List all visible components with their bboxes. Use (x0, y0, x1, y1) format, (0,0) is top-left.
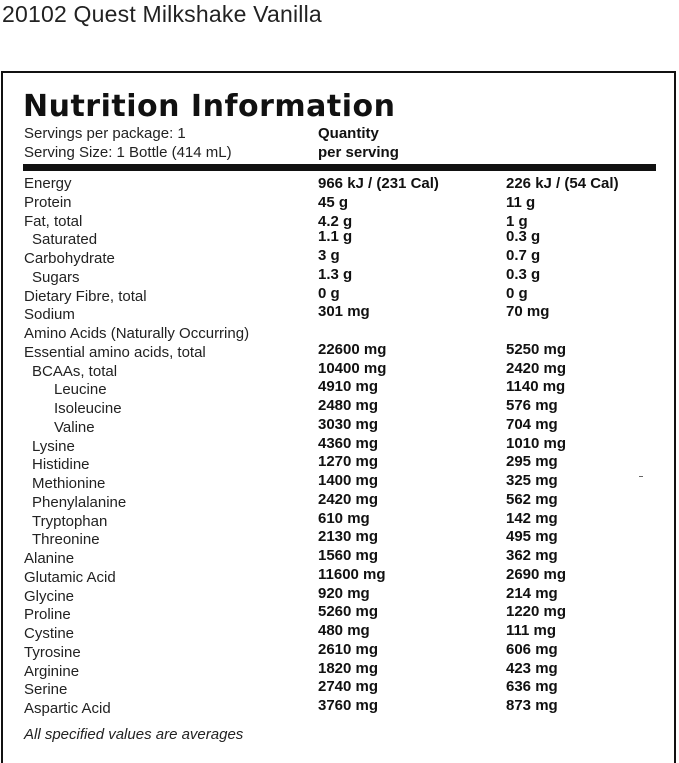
per-100ml-value: 70 mg (506, 303, 550, 321)
serving-size: Serving Size: 1 Bottle (414 mL) (24, 143, 232, 161)
serving-value: 4910 mg (318, 378, 379, 396)
per-100ml-value: 636 mg (506, 678, 558, 696)
nutrient-name: Dietary Fibre, total (24, 287, 147, 305)
serving-value: 10400 mg (318, 359, 387, 377)
nutrient-name: Carbohydrate (24, 250, 115, 267)
serving-value: 301 mg (318, 303, 370, 321)
quantity-heading (318, 125, 399, 162)
per-100ml-value: 704 mg (506, 415, 558, 433)
quantity-heading-line1: Quantity (318, 125, 379, 142)
per-100ml-value: 606 mg (506, 640, 558, 658)
nutrient-name: Glutamic Acid (24, 568, 116, 586)
serving-value: 2610 mg (318, 640, 379, 658)
nutrient-name: Valine (54, 418, 95, 436)
table-row (3, 175, 674, 194)
nutrient-name: Lysine (32, 437, 75, 455)
per-100ml-value: 214 mg (506, 584, 558, 602)
serving-value: 3760 mg (318, 697, 379, 714)
quantity-heading-line2: per serving (318, 143, 399, 161)
serving-value: 5260 mg (318, 603, 379, 621)
nutrient-name: Serine (24, 681, 68, 699)
serving-value: 1270 mg (318, 453, 379, 471)
per-100ml-value: 0.3 g (506, 228, 541, 246)
nutrient-name: Leucine (54, 381, 107, 399)
nutrient-name: BCAAs, total (32, 362, 118, 380)
nutrient-name: Saturated (32, 231, 98, 249)
per-100ml-value: 1010 mg (506, 434, 567, 452)
nutrient-name: Tryptophan (32, 512, 108, 530)
serving-value: 2420 mg (318, 490, 379, 508)
per-100ml-value: 325 mg (506, 472, 558, 489)
panel-title: Nutrition Information (23, 89, 396, 124)
serving-value: 480 mg (318, 622, 370, 639)
serving-value: 3030 mg (318, 415, 379, 433)
serving-value: 1560 mg (318, 547, 379, 564)
nutrient-name: Sugars (32, 268, 80, 286)
per-100ml-value: 2420 mg (506, 359, 567, 377)
nutrient-name: Phenylalanine (32, 493, 127, 511)
footnote: All specified values are averages (24, 726, 244, 743)
nutrient-name: Tyrosine (24, 643, 81, 661)
serving-value: 11600 mg (318, 565, 386, 583)
nutrition-panel (1, 71, 676, 763)
nutrient-name: Glycine (24, 587, 75, 605)
serving-value: 0 g (318, 284, 340, 302)
nutrient-name: Threonine (32, 531, 100, 549)
serving-value: 4360 mg (318, 434, 379, 452)
nutrient-name: Methionine (32, 475, 106, 492)
serving-value: 22600 mg (318, 340, 387, 358)
serving-value: 2480 mg (318, 397, 379, 414)
per-100ml-value: 0 g (506, 284, 528, 302)
nutrient-name: Alanine (24, 550, 75, 567)
nutrient-name: Sodium (24, 306, 75, 324)
nutrient-name: Arginine (24, 662, 80, 680)
per-100ml-value: 2690 mg (506, 565, 567, 583)
per-100ml-value: 5250 mg (506, 340, 567, 358)
serving-value: 1820 mg (318, 659, 379, 677)
nutrient-name: Essential amino acids, total (24, 343, 206, 361)
per-100ml-value: 1140 mg (506, 378, 566, 396)
servings-per-package: Servings per package: 1 (24, 125, 186, 142)
per-100ml-value: 562 mg (506, 490, 558, 508)
serving-value: 966 kJ / (231 Cal) (318, 175, 439, 192)
nutrient-name: Proline (24, 606, 71, 624)
table-row (3, 194, 674, 213)
per-100ml-value: 873 mg (506, 697, 558, 714)
per-100ml-value: 226 kJ / (54 Cal) (506, 175, 619, 192)
nutrient-name: Aspartic Acid (24, 700, 111, 717)
serving-value: 1.1 g (318, 228, 353, 246)
table-row (3, 697, 674, 719)
divider-rule (23, 164, 656, 171)
serving-value: 4.2 g (318, 212, 353, 230)
nutrient-name: Isoleucine (54, 400, 122, 417)
per-100ml-value: 576 mg (506, 397, 558, 414)
per-100ml-value: 111 mg (506, 622, 557, 639)
nutrient-name: Amino Acids (Naturally Occurring) (24, 325, 250, 342)
per-100ml-value: 11 g (506, 193, 536, 211)
per-100ml-value: 1220 mg (506, 603, 567, 621)
per-100ml-value: 0.7 g (506, 247, 541, 264)
per-100ml-value: 0.3 g (506, 265, 541, 283)
nutrient-name: Cystine (24, 625, 75, 642)
product-title: 20102 Quest Milkshake Vanilla (2, 1, 322, 27)
stray-mark (639, 476, 643, 477)
per-100ml-value: 295 mg (506, 453, 558, 471)
per-100ml-value: 1 g (506, 212, 528, 230)
nutrient-name: Histidine (32, 456, 90, 474)
per-100ml-value: 423 mg (506, 659, 558, 677)
serving-value: 45 g (318, 193, 349, 211)
table-row (3, 303, 674, 325)
serving-value: 920 mg (318, 584, 370, 602)
per-100ml-value: 142 mg (506, 509, 558, 527)
nutrient-name: Protein (24, 193, 72, 211)
serving-value: 610 mg (318, 509, 370, 527)
serving-value: 1400 mg (318, 472, 379, 489)
serving-value: 2740 mg (318, 678, 379, 696)
serving-value: 3 g (318, 247, 340, 264)
nutrient-name: Energy (24, 175, 72, 192)
per-100ml-value: 495 mg (506, 528, 558, 546)
nutrient-name: Fat, total (24, 212, 83, 230)
serving-value: 1.3 g (318, 265, 353, 283)
per-100ml-value: 362 mg (506, 547, 558, 564)
serving-info (24, 125, 232, 162)
serving-value: 2130 mg (318, 528, 379, 546)
